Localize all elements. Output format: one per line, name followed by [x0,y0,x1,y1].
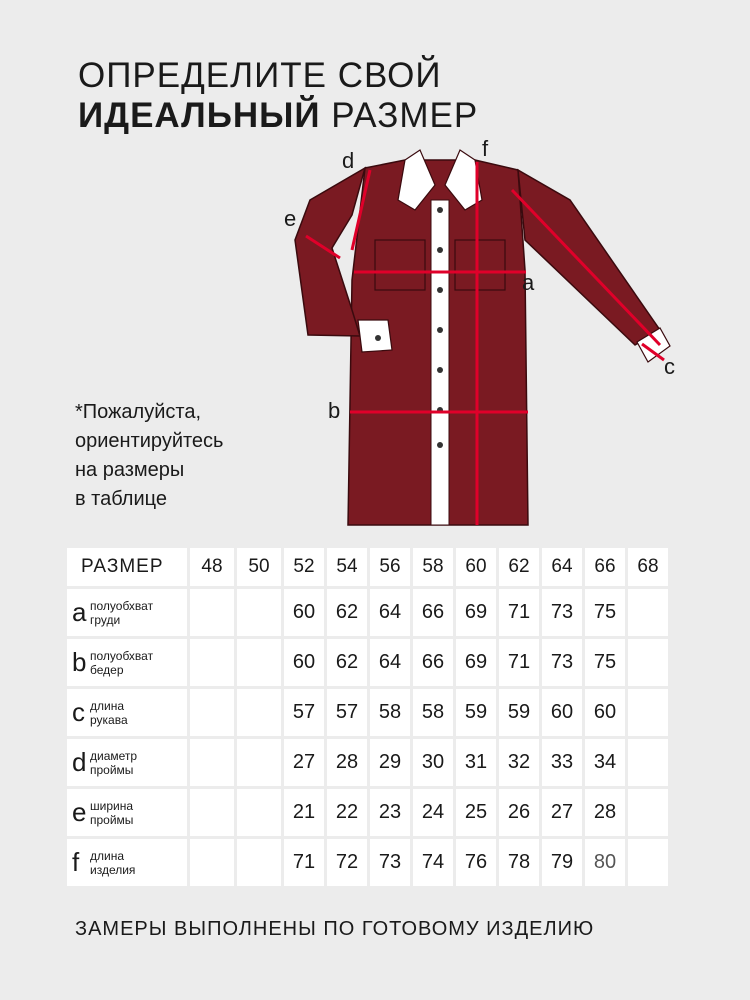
measurement-desc-line-2: бедер [90,662,124,677]
table-cell: 71 [499,639,539,686]
measurement-label [67,839,187,886]
table-cell: 32 [499,739,539,786]
table-cell: 75 [585,589,625,636]
table-cell [190,789,234,836]
table-cell: 58 [413,689,453,736]
note-line-1: *Пожалуйста, [75,401,202,423]
measurement-letter: d [72,747,87,777]
measurement-description [90,799,133,827]
measurement-desc-line-1: длина [90,848,125,863]
table-cell: 60 [542,689,582,736]
measurement-description [90,599,153,627]
title-bold-word: ИДЕАЛЬНЫЙ [78,96,321,135]
table-cell [628,739,668,786]
table-cell: 71 [284,839,324,886]
table-cell: 64 [370,639,410,686]
label-a: a [522,270,535,295]
table-cell: 21 [284,789,324,836]
measurement-letter: b [72,647,87,677]
table-cell: 75 [585,639,625,686]
size-header-cell: 52 [284,548,324,586]
table-cell: 78 [499,839,539,886]
label-b: b [328,398,341,423]
measurement-desc-line-2: рукава [90,712,128,727]
size-table [64,545,671,889]
table-cell: 58 [370,689,410,736]
size-header-cell: 62 [499,548,539,586]
size-note [75,398,223,514]
table-row [67,789,668,836]
measurement-letter: a [72,597,87,627]
note-line-2: ориентируйтесь [75,430,224,452]
table-row [67,639,668,686]
measurement-label [67,589,187,636]
table-cell: 30 [413,739,453,786]
table-cell [190,589,234,636]
table-cell [237,589,281,636]
table-cell: 26 [499,789,539,836]
size-header-cell: 64 [542,548,582,586]
table-row [67,589,668,636]
size-header-cell: 58 [413,548,453,586]
label-e: e [284,206,297,231]
label-d: d [342,148,355,173]
table-cell [628,789,668,836]
table-cell: 34 [585,739,625,786]
title-rest: РАЗМЕР [320,96,479,135]
page-title [78,56,478,136]
label-c: c [664,354,675,379]
table-cell [628,589,668,636]
table-cell: 60 [284,639,324,686]
table-cell: 71 [499,589,539,636]
table-cell: 69 [456,639,496,686]
size-header-cell: 60 [456,548,496,586]
table-cell: 23 [370,789,410,836]
measurement-letter: f [72,847,80,877]
table-cell: 66 [413,589,453,636]
table-cell: 22 [327,789,367,836]
table-cell [237,739,281,786]
table-cell: 73 [542,589,582,636]
size-header-cell: 56 [370,548,410,586]
table-cell: 31 [456,739,496,786]
table-cell: 57 [327,689,367,736]
table-cell [237,639,281,686]
measurement-desc-line-2: груди [90,612,121,627]
size-header-label: РАЗМЕР [67,548,187,586]
size-header-cell: 66 [585,548,625,586]
table-cell: 25 [456,789,496,836]
table-cell: 29 [370,739,410,786]
table-cell: 28 [327,739,367,786]
table-row [67,739,668,786]
table-cell [190,639,234,686]
table-cell [237,789,281,836]
table-cell: 59 [456,689,496,736]
table-cell [190,839,234,886]
note-line-4: в таблице [75,488,167,510]
measurement-desc-line-1: диаметр [90,748,138,763]
title-line-2 [78,96,478,136]
label-f: f [482,140,489,161]
table-cell: 28 [585,789,625,836]
table-cell: 33 [542,739,582,786]
table-cell [237,839,281,886]
table-cell [190,689,234,736]
title-line-1: ОПРЕДЕЛИТЕ СВОЙ [78,56,442,95]
measurement-letter: e [72,797,87,827]
table-cell [628,839,668,886]
table-cell: 62 [327,589,367,636]
table-row [67,689,668,736]
table-cell: 64 [370,589,410,636]
left-cuff-button [375,335,381,341]
left-cuff [358,320,392,352]
garment-diagram [270,140,710,540]
measurement-desc-line-2: изделия [90,862,136,877]
table-cell [190,739,234,786]
measurement-desc-line-2: проймы [90,812,134,827]
size-header-cell: 48 [190,548,234,586]
table-cell: 24 [413,789,453,836]
table-cell: 74 [413,839,453,886]
table-cell: 66 [413,639,453,686]
footer-note: ЗАМЕРЫ ВЫПОЛНЕНЫ ПО ГОТОВОМУ ИЗДЕЛИЮ [75,918,595,940]
measurement-desc-line-1: полуобхват [90,648,154,663]
table-cell: 57 [284,689,324,736]
size-header-cell: 50 [237,548,281,586]
measurement-desc-line-2: проймы [90,762,134,777]
table-row [67,839,668,886]
measurement-label [67,789,187,836]
table-cell [628,689,668,736]
table-cell: 76 [456,839,496,886]
measurement-desc-line-1: ширина [90,798,134,813]
table-cell: 72 [327,839,367,886]
table-cell: 60 [585,689,625,736]
table-cell [628,639,668,686]
measurement-description [90,849,135,877]
table-cell [237,689,281,736]
measurement-label [67,739,187,786]
table-header-row [67,548,668,586]
note-line-3: на размеры [75,459,185,481]
table-cell: 79 [542,839,582,886]
size-header-cell: 54 [327,548,367,586]
table-cell: 27 [542,789,582,836]
measurement-label [67,639,187,686]
table-cell: 73 [542,639,582,686]
measurement-desc-line-1: длина [90,698,125,713]
measurement-letter: c [72,697,85,727]
table-cell: 60 [284,589,324,636]
measurement-label [67,689,187,736]
measurement-description [90,699,128,727]
measurement-description [90,749,137,777]
table-cell: 73 [370,839,410,886]
size-header-cell: 68 [628,548,668,586]
right-sleeve [518,170,660,345]
measurement-desc-line-1: полуобхват [90,598,154,613]
table-cell: 69 [456,589,496,636]
measurement-description [90,649,153,677]
table-cell: 27 [284,739,324,786]
table-cell: 62 [327,639,367,686]
table-cell: 80 [585,839,625,886]
table-cell: 59 [499,689,539,736]
